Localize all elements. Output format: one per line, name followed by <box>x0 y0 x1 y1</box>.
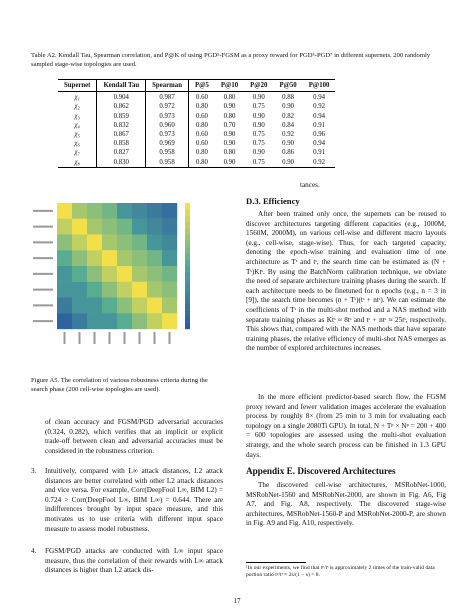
heatmap-cell <box>72 219 87 235</box>
colorbar-segment <box>185 279 190 286</box>
heatmap-cell <box>162 282 177 298</box>
heatmap-cell <box>132 266 147 282</box>
heatmap-cell <box>147 313 162 329</box>
list-number: 4. <box>31 547 37 555</box>
table-header-row <box>58 80 335 92</box>
colorbar-segment <box>185 316 190 323</box>
heatmap-cell <box>57 282 72 298</box>
heatmap-cell <box>57 235 72 251</box>
efficiency-paragraph-2: In the more efficient predictor-based search flow, the FGSM proxy reward and fewer validation images accelerate the evaluation process by roughly 8× (from 25 min to 3 min for evaluating each topology on a single 2080Ti GPU). In total, N + Tᵖ × Nᵖ = 200 + 400 = 600 topologies are assessed using the multi-shot evaluation strategy, and the whole search process can be finished in 1.3 GPU days. <box>246 393 446 459</box>
heatmap-cell <box>147 235 162 251</box>
table-cell: 0.972 <box>146 102 189 111</box>
table-cell: 0.90 <box>223 131 236 139</box>
table-cell: 0.862 <box>97 102 146 111</box>
table-cell: 0.90 <box>252 121 265 129</box>
table-cell: 0.75 <box>252 103 265 111</box>
table-cell: 0.75 <box>252 140 265 148</box>
colorbar-segment <box>185 260 190 267</box>
table-cell: 0.973 <box>146 130 189 139</box>
footnote-rule <box>246 562 306 563</box>
heatmap-cell <box>117 313 132 329</box>
heatmap-cell <box>147 250 162 266</box>
colorbar-segment <box>185 266 190 273</box>
table-row <box>58 148 335 157</box>
heatmap-cell <box>57 203 72 219</box>
heatmap-cell <box>87 203 102 219</box>
table-cell: 0.60 <box>195 131 208 139</box>
table-header-cell: P@10 <box>215 80 244 92</box>
table-cell: 0.90 <box>282 103 295 111</box>
heatmap-row-label <box>33 320 53 322</box>
heatmap-cell <box>132 313 147 329</box>
table-cell: 0.94 <box>313 112 325 120</box>
heatmap-cell <box>132 203 147 219</box>
heatmap-col-label <box>124 332 126 344</box>
results-table <box>58 79 335 168</box>
heatmap-cell <box>72 298 87 314</box>
table-row <box>58 158 335 168</box>
heatmap-cell <box>117 266 132 282</box>
table-cell: 0.90 <box>223 140 236 148</box>
table-header-cell: P@20 <box>244 80 273 92</box>
colorbar-segment <box>185 298 190 305</box>
footnote: ¹In our experiments, we find that tᵖ/tˢ is approximately 2 times of the train-valid data portion ratio tᵖ/tˢ ≈ 2s/(1 − s) = 8. <box>246 565 435 579</box>
table-cell: 0.80 <box>189 158 215 168</box>
list-item-3 <box>31 467 223 534</box>
table-cell: χ₃ <box>58 112 97 121</box>
list-number: 3. <box>31 467 37 475</box>
table-caption: Table A2. Kendall Tau, Spearman correlation, and P@K of using PGD⁵-FGSM as a proxy reward for PGD⁵-PGD⁷ in different supernets. 200 randomly sampled stage-wise topologies are used. <box>31 52 431 68</box>
heatmap-row-label <box>33 226 53 228</box>
table-cell: 0.969 <box>146 139 189 148</box>
heatmap-cell <box>147 219 162 235</box>
heatmap-cell <box>87 219 102 235</box>
heatmap-cell <box>57 266 72 282</box>
table-cell: 0.973 <box>146 112 189 121</box>
heatmap-row-label <box>33 273 53 275</box>
efficiency-paragraph-1: After been trained only once, the supernets can be reused to discover architectures targeting different capacities (e.g., 1000M, 1560M, 2000M), on various cell-wise and different macro layouts (e.g., cell-wise, stage-wise). Thus, for each targeted capacity, denoting the epoch-wise training and evaluation time of one architecture as Tˢ and tˢ, the search time can be estimated as (N + Tˢ)Ktˢ. By using the BatchNorm calibration technique, we obviate the need of separate architecture training phases during the search. If each architecture needs to be finetuned for n epochs (e.g., n = 3 in [9]), the search time becomes (n + Tˢ)(tˢ + ntˢ). We can estimate the coefficients of Tˢ in the multi-shot method and a NAS method with separate training phases as Ktˢ ≈ 8tˢ and tˢ + ntˢ ≈ 25tˢ, respectively. This shows that, compared with the NAS methods that have separate training phases, the relative efficiency of multi-shot NAS emerges as the number of explored architectures increases. <box>246 210 446 353</box>
table-row <box>58 102 335 111</box>
page-number: 17 <box>233 597 241 605</box>
heatmap-cell <box>72 282 87 298</box>
left-paragraph: of clean accuracy and FGSM/PGD adversarial accuracies (0.324, 0.282), which verifies that an implicit or explicit trade-off between clean and adversarial accuracies must be considered in the robustness criterion. <box>45 418 223 455</box>
architectures-paragraph: The discovered cell-wise architectures, MSRobNet-1000, MSRobNet-1560 and MSRobNet-2000, are shown in Fig. A6, Fig A7, and Fig. A8, respectively. The discovered stage-wise architectures, MSRobNet-1560-P and MSRobNet-2000-P, are shown in Fig. A9 and Fig. A10, respectively. <box>246 481 446 528</box>
table-cell: χ₅ <box>58 130 97 139</box>
table-header-cell: P@100 <box>303 80 336 92</box>
continued-text: tances. <box>300 181 320 189</box>
heatmap-cell <box>57 219 72 235</box>
heatmap-row-label <box>33 304 53 306</box>
table-cell: 0.80 <box>223 112 236 120</box>
table-cell: χ₈ <box>58 158 97 168</box>
heatmap-cell <box>102 313 117 329</box>
table-cell: 0.832 <box>97 121 146 130</box>
heatmap-cell <box>57 298 72 314</box>
table-cell: 0.867 <box>97 130 146 139</box>
table-cell: 0.92 <box>282 131 295 139</box>
table-cell: 0.94 <box>313 140 325 148</box>
colorbar-segment <box>185 228 190 235</box>
table-cell: 0.82 <box>282 112 295 120</box>
table-cell: 0.70 <box>223 121 236 129</box>
correlation-heatmap <box>29 195 199 355</box>
colorbar-segment <box>185 253 190 260</box>
table-cell: 0.75 <box>252 131 265 139</box>
colorbar-segment <box>185 291 190 298</box>
table-cell: 0.75 <box>244 158 273 168</box>
heatmap-col-label <box>64 332 66 344</box>
table-cell: 0.80 <box>195 121 208 129</box>
table-cell: χ₇ <box>58 148 97 157</box>
table-cell: 0.94 <box>313 94 325 102</box>
table-header-cell: P@5 <box>189 80 215 92</box>
heatmap-cell <box>162 250 177 266</box>
table-cell: 0.858 <box>97 139 146 148</box>
table-cell: 0.92 <box>313 103 325 111</box>
table-cell: 0.830 <box>97 158 146 168</box>
table-cell: 0.859 <box>97 112 146 121</box>
heatmap-col-label <box>169 332 171 344</box>
heatmap-cell <box>162 298 177 314</box>
heatmap-cell <box>132 250 147 266</box>
heatmap-col-label <box>154 332 156 344</box>
heatmap-cell <box>147 298 162 314</box>
colorbar-segment <box>185 247 190 254</box>
table-cell: 0.90 <box>282 140 295 148</box>
table-cell: 0.90 <box>223 103 236 111</box>
heatmap-cell <box>162 219 177 235</box>
table-cell: 0.84 <box>282 121 295 129</box>
table-row <box>58 139 335 148</box>
table-cell: 0.92 <box>303 158 336 168</box>
section-heading: D.3. Efficiency <box>246 196 300 206</box>
list-item-text: FGSM/PGD attacks are conducted with L∞ input space measure, thus the correlation of their rewards with L∞ attack distances is higher than L2 attack dis- <box>45 547 223 575</box>
heatmap-cell <box>102 235 117 251</box>
table-cell: 0.90 <box>252 94 265 102</box>
table-row <box>58 92 335 103</box>
heatmap-cell <box>102 250 117 266</box>
table-cell: 0.904 <box>97 92 146 103</box>
heatmap-col-label <box>94 332 96 344</box>
table-cell: 0.90 <box>252 112 265 120</box>
table-cell: χ₁ <box>58 92 97 103</box>
heatmap-cell <box>87 298 102 314</box>
colorbar-segment <box>185 285 190 292</box>
heatmap-cell <box>72 250 87 266</box>
table-cell: 0.958 <box>146 148 189 157</box>
heatmap-cell <box>132 298 147 314</box>
heatmap-cell <box>132 235 147 251</box>
table-row <box>58 121 335 130</box>
heatmap-cell <box>87 250 102 266</box>
heatmap-cell <box>162 235 177 251</box>
table-cell: 0.90 <box>273 158 302 168</box>
colorbar-segment <box>185 209 190 216</box>
list-item-text: Intuitively, compared with L∞ attack distances, L2 attack distances are better correlated with other L2 attack distances and vice versa. For example, Corr(DeepFool L∞, BIM L2) = 0.724 > Corr(DeepFool L∞, BIM L∞) = 0.644. There are indifferences brought by input space measure, and this motivates us to use criteria with different input space measure to assess model robustness. <box>45 467 223 533</box>
heatmap-cell <box>102 203 117 219</box>
heatmap-cell <box>102 282 117 298</box>
table-cell: 0.958 <box>146 158 189 168</box>
colorbar-segment <box>185 235 190 242</box>
heatmap-row-label <box>33 257 53 259</box>
heatmap-cell <box>162 266 177 282</box>
heatmap-col-label <box>109 332 111 344</box>
heatmap-cell <box>162 313 177 329</box>
heatmap-cell <box>117 219 132 235</box>
heatmap-cell <box>57 250 72 266</box>
heatmap-cell <box>117 298 132 314</box>
heatmap-cell <box>87 282 102 298</box>
colorbar-segment <box>185 216 190 223</box>
table-row <box>58 130 335 139</box>
colorbar-segment <box>185 323 190 330</box>
table-cell: 0.91 <box>313 149 325 157</box>
table-row <box>58 112 335 121</box>
table-header-cell: Kendall Tau <box>97 80 146 92</box>
table-cell: 0.91 <box>313 121 325 129</box>
table-header-cell: Spearman <box>146 80 189 92</box>
table-cell: 0.80 <box>223 94 236 102</box>
heatmap-row-label <box>33 241 53 243</box>
heatmap-cell <box>102 219 117 235</box>
heatmap-cell <box>117 282 132 298</box>
table-cell: 0.88 <box>282 94 295 102</box>
table-cell: 0.80 <box>195 103 208 111</box>
table-cell: 0.60 <box>195 140 208 148</box>
table-cell: 0.987 <box>146 92 189 103</box>
table-cell: 0.60 <box>195 112 208 120</box>
list-item-4 <box>31 547 223 576</box>
heatmap-cell <box>72 313 87 329</box>
heatmap-cell <box>132 219 147 235</box>
table-header-cell: P@50 <box>273 80 302 92</box>
heatmap-cell <box>102 298 117 314</box>
table-cell: 0.86 <box>282 149 295 157</box>
heatmap-cell <box>72 266 87 282</box>
table-cell: 0.90 <box>215 158 244 168</box>
heatmap-cell <box>102 266 117 282</box>
colorbar-segment <box>185 304 190 311</box>
table-cell: χ₂ <box>58 102 97 111</box>
colorbar-segment <box>185 272 190 279</box>
colorbar-segment <box>185 222 190 229</box>
heatmap-cell <box>72 203 87 219</box>
heatmap-cell <box>117 203 132 219</box>
figure-caption: Figure A5. The correlation of various robustness criteria during the search phase (200 cell-wise topologies are used). <box>31 377 208 393</box>
colorbar-segment <box>185 310 190 317</box>
heatmap-cell <box>117 235 132 251</box>
heatmap-cell <box>57 313 72 329</box>
heatmap-cell <box>87 235 102 251</box>
table-body <box>58 92 335 168</box>
colorbar-segment <box>185 241 190 248</box>
table-cell: 0.60 <box>195 94 208 102</box>
table-header-cell: Supernet <box>58 80 97 92</box>
heatmap-col-label <box>139 332 141 344</box>
heatmap-cell <box>147 203 162 219</box>
table-cell: 0.827 <box>97 148 146 157</box>
table-cell: 0.80 <box>195 149 208 157</box>
heatmap-cell <box>132 282 147 298</box>
heatmap-cell <box>117 250 132 266</box>
table-cell: 0.960 <box>146 121 189 130</box>
table-cell: χ₄ <box>58 121 97 130</box>
heatmap-row-label <box>33 210 53 212</box>
heatmap-col-label <box>79 332 81 344</box>
table-cell: 0.96 <box>313 131 325 139</box>
heatmap-cell <box>87 266 102 282</box>
heatmap-cell <box>87 313 102 329</box>
heatmap-cell <box>72 235 87 251</box>
appendix-heading: Appendix E. Discovered Architectures <box>246 466 396 476</box>
heatmap-cell <box>147 282 162 298</box>
table-cell: 0.80 <box>223 149 236 157</box>
heatmap-cell <box>162 203 177 219</box>
colorbar-segment <box>185 203 190 210</box>
table-cell: χ₆ <box>58 139 97 148</box>
heatmap-row-label <box>33 289 53 291</box>
table-cell: 0.90 <box>252 149 265 157</box>
heatmap-cell <box>147 266 162 282</box>
